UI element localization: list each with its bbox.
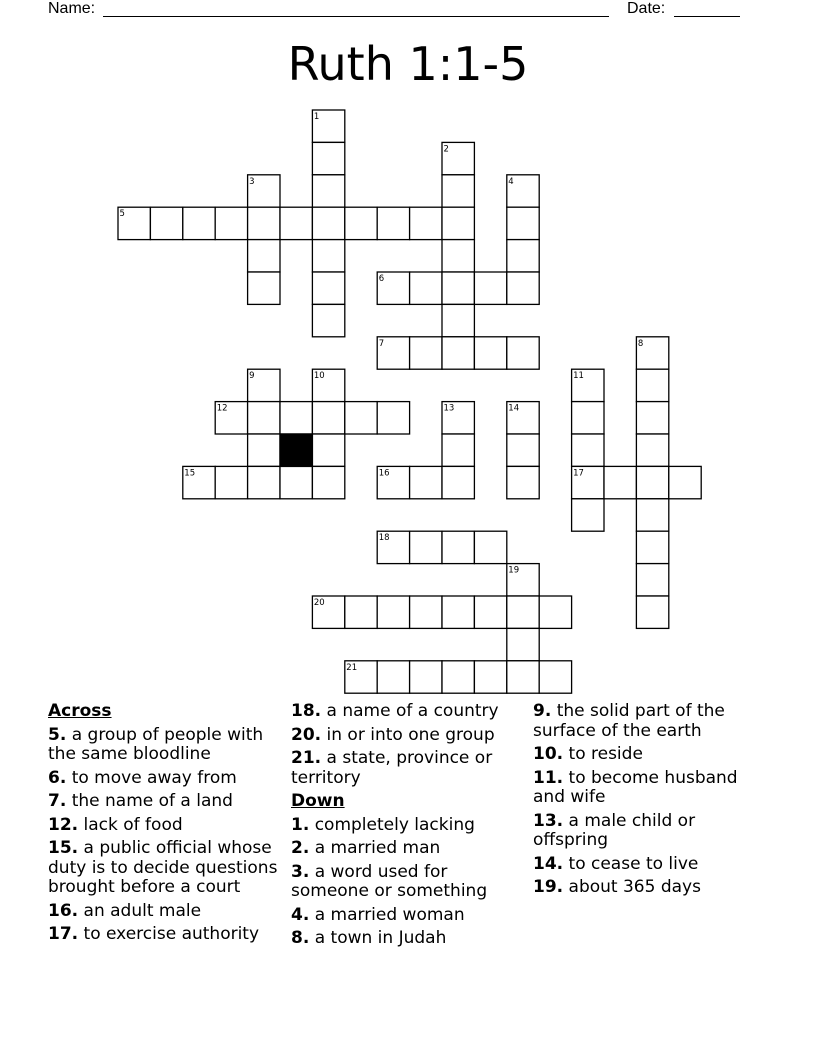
clue-num: 2. [291, 838, 310, 858]
grid-cell[interactable] [636, 402, 668, 434]
grid-cell[interactable] [248, 272, 280, 304]
grid-cell[interactable] [636, 337, 668, 369]
clue-item [291, 749, 526, 788]
clue-text: a state, province or territory [291, 748, 493, 788]
grid-cell[interactable] [507, 240, 539, 272]
grid-cell[interactable] [280, 466, 312, 498]
grid-cell[interactable] [377, 337, 409, 369]
grid-cell[interactable] [636, 564, 668, 596]
grid-cell[interactable] [636, 466, 668, 498]
clue-text: a town in Judah [314, 928, 447, 948]
grid-cell[interactable] [507, 175, 539, 207]
grid-cell[interactable] [539, 596, 571, 628]
grid-cell[interactable] [442, 240, 474, 272]
grid-cell[interactable] [377, 596, 409, 628]
name-label: Name: [48, 0, 96, 17]
grid-cell[interactable] [636, 434, 668, 466]
clue-heading-across: Across [48, 701, 112, 721]
clue-number-16: 16 [378, 468, 390, 479]
grid-cell[interactable] [280, 207, 312, 239]
clue-number-14: 14 [508, 403, 520, 414]
clue-text: an adult male [83, 900, 202, 921]
grid-cell[interactable] [572, 434, 604, 466]
page-title: Ruth 1:1-5 [287, 37, 529, 91]
date-input-line[interactable] [674, 16, 740, 17]
grid-cell[interactable] [636, 499, 668, 531]
clue-number-4: 4 [508, 176, 514, 187]
grid-cell[interactable] [507, 272, 539, 304]
grid-cell[interactable] [474, 661, 506, 693]
grid-cell[interactable] [572, 499, 604, 531]
clue-item [291, 816, 526, 836]
grid-cell[interactable] [345, 402, 377, 434]
grid-cell[interactable] [636, 369, 668, 401]
grid-cell[interactable] [442, 272, 474, 304]
clue-heading-down: Down [291, 791, 345, 811]
clue-text: to move away from [71, 767, 237, 788]
grid-cell[interactable] [312, 240, 344, 272]
grid-cell[interactable] [507, 207, 539, 239]
clue-num: 13. [533, 810, 564, 831]
clue-text: the solid part of the surface of the earth [533, 701, 725, 741]
grid-cell[interactable] [248, 240, 280, 272]
grid-cell[interactable] [442, 304, 474, 336]
clue-num: 8. [291, 928, 310, 948]
grid-cell[interactable] [345, 207, 377, 239]
grid-cell[interactable] [410, 531, 442, 563]
clue-num: 9. [533, 701, 552, 721]
grid-cell[interactable] [442, 142, 474, 174]
clue-num: 6. [48, 767, 67, 788]
clue-number-15: 15 [184, 468, 196, 479]
clue-num: 1. [291, 814, 310, 835]
clue-num: 15. [48, 838, 79, 858]
grid-cell[interactable] [507, 628, 539, 660]
clue-item [48, 769, 283, 789]
grid-cell[interactable] [345, 661, 377, 693]
clue-item [291, 702, 526, 722]
clue-number-21: 21 [346, 662, 358, 673]
grid-cell[interactable] [442, 434, 474, 466]
clue-text: a married woman [314, 904, 465, 925]
grid-cell[interactable] [248, 207, 280, 239]
clue-number-3: 3 [249, 176, 255, 187]
grid-cell[interactable] [377, 402, 409, 434]
grid-cell[interactable] [442, 402, 474, 434]
clue-number-18: 18 [378, 533, 390, 544]
clue-item [533, 745, 773, 765]
grid-cell[interactable] [183, 466, 215, 498]
clue-text: a married man [314, 838, 441, 858]
clue-item [48, 839, 283, 898]
grid-cell[interactable] [474, 337, 506, 369]
clue-number-17: 17 [573, 468, 584, 479]
grid-cell[interactable] [410, 466, 442, 498]
clue-number-1: 1 [313, 112, 320, 122]
clue-number-12: 12 [216, 403, 228, 414]
grid-cell[interactable] [636, 596, 668, 628]
clue-item [48, 925, 283, 945]
clue-text: to become husband and wife [533, 767, 738, 807]
grid-cell[interactable] [572, 466, 604, 498]
grid-cell[interactable] [507, 434, 539, 466]
clue-num: 4. [291, 904, 310, 925]
clue-text: a male child or offspring [533, 810, 696, 850]
grid-cell[interactable] [410, 272, 442, 304]
grid-cell[interactable] [410, 661, 442, 693]
grid-cell[interactable] [507, 466, 539, 498]
grid-cell[interactable] [636, 531, 668, 563]
clue-number-13: 13 [443, 403, 455, 414]
clue-item [533, 769, 773, 808]
clue-text: about 365 days [568, 877, 701, 897]
clue-column-1 [48, 702, 283, 949]
clue-text: lack of food [83, 814, 183, 835]
grid-cell[interactable] [442, 337, 474, 369]
clue-item [533, 812, 773, 851]
grid-cell[interactable] [442, 596, 474, 628]
clue-text: to reside [568, 744, 643, 764]
clue-item [291, 839, 526, 859]
grid-cell[interactable] [474, 596, 506, 628]
grid-cell[interactable] [248, 466, 280, 498]
grid-cell[interactable] [248, 369, 280, 401]
clue-text: a name of a country [326, 701, 499, 721]
clue-number-5: 5 [119, 209, 125, 220]
clue-num: 3. [291, 861, 310, 882]
grid-cell[interactable] [377, 531, 409, 563]
grid-cell[interactable] [248, 402, 280, 434]
clue-text: in or into one group [326, 724, 495, 745]
grid-cell[interactable] [312, 175, 344, 207]
grid-cell[interactable] [377, 661, 409, 693]
clue-number-6: 6 [378, 274, 385, 284]
clue-num: 17. [48, 924, 79, 944]
grid-cell[interactable] [507, 661, 539, 693]
clue-item [533, 855, 773, 875]
grid-cell[interactable] [215, 207, 247, 239]
clue-text: to exercise authority [83, 924, 260, 944]
clue-num: 5. [48, 724, 67, 745]
clue-text: a group of people with the same bloodline [48, 724, 264, 764]
clue-item [291, 906, 526, 926]
clue-num: 19. [533, 877, 564, 897]
grid-cell[interactable] [312, 272, 344, 304]
clue-num: 11. [533, 767, 564, 788]
clue-text: to cease to live [568, 853, 699, 874]
clue-number-8: 8 [637, 338, 644, 349]
grid-cell[interactable] [312, 207, 344, 239]
grid-cell[interactable] [442, 531, 474, 563]
grid-cell[interactable] [572, 402, 604, 434]
clue-column-3 [533, 702, 773, 902]
grid-cell[interactable] [312, 142, 344, 174]
clue-num: 10. [533, 744, 564, 764]
clue-column-2 [291, 702, 526, 953]
clue-text: completely lacking [314, 814, 475, 835]
clue-item [48, 816, 283, 836]
grid-cell[interactable] [507, 564, 539, 596]
grid-cell[interactable] [345, 596, 377, 628]
clue-text: the name of a land [71, 791, 233, 811]
grid-cell[interactable] [507, 596, 539, 628]
grid-cell[interactable] [604, 466, 636, 498]
clue-item [48, 792, 283, 812]
clue-number-11: 11 [573, 371, 584, 382]
clue-item [291, 726, 526, 746]
clue-num: 20. [291, 724, 322, 745]
grid-cell[interactable] [669, 466, 701, 498]
grid-cell[interactable] [248, 175, 280, 207]
clue-text: a public official whose duty is to decide questions brought before a court [48, 838, 278, 897]
grid-cell[interactable] [410, 596, 442, 628]
clue-num: 12. [48, 814, 79, 835]
clue-num: 16. [48, 900, 79, 921]
grid-cell[interactable] [312, 110, 344, 142]
grid-cell[interactable] [248, 434, 280, 466]
name-input-line[interactable] [103, 16, 609, 17]
clue-num: 7. [48, 791, 67, 811]
grid-cell[interactable] [442, 175, 474, 207]
grid-cell[interactable] [474, 272, 506, 304]
grid-cell[interactable] [377, 466, 409, 498]
grid-cell[interactable] [442, 207, 474, 239]
grid-cell[interactable] [442, 661, 474, 693]
grid-cell[interactable] [474, 531, 506, 563]
clue-item [291, 929, 526, 949]
clue-number-10: 10 [313, 371, 325, 382]
grid-cell[interactable] [507, 337, 539, 369]
grid-cell[interactable] [312, 369, 344, 401]
grid-cell[interactable] [183, 207, 215, 239]
clue-item [291, 863, 526, 902]
grid-cell[interactable] [312, 402, 344, 434]
grid-cell[interactable] [312, 434, 344, 466]
grid-cell[interactable] [312, 304, 344, 336]
grid-cell[interactable] [507, 402, 539, 434]
clue-item [48, 902, 283, 922]
grid-cell[interactable] [215, 402, 247, 434]
clue-number-20: 20 [313, 598, 325, 608]
clue-text: a word used for someone or something [291, 861, 488, 901]
clue-number-2: 2 [443, 144, 449, 155]
clue-num: 18. [291, 701, 322, 721]
clue-item [48, 726, 283, 765]
grid-cell[interactable] [410, 337, 442, 369]
clue-item [533, 702, 773, 741]
clue-number-7: 7 [378, 338, 385, 349]
grid-cell[interactable] [280, 402, 312, 434]
clue-num: 21. [291, 748, 322, 768]
grid-cell[interactable] [377, 207, 409, 239]
grid-cell[interactable] [312, 596, 344, 628]
grid-cell[interactable] [312, 466, 344, 498]
date-label: Date: [627, 0, 666, 17]
grid-cell[interactable] [150, 207, 182, 239]
grid-cell[interactable] [442, 466, 474, 498]
grid-cell[interactable] [118, 207, 150, 239]
grid-cell[interactable] [377, 272, 409, 304]
clue-number-9: 9 [249, 371, 255, 382]
grid-cell[interactable] [215, 466, 247, 498]
grid-cell[interactable] [539, 661, 571, 693]
grid-cell[interactable] [410, 207, 442, 239]
black-cell [280, 434, 312, 466]
clue-num: 14. [533, 853, 564, 874]
grid-cell[interactable] [572, 369, 604, 401]
clue-item [533, 878, 773, 898]
clue-number-19: 19 [508, 565, 520, 576]
